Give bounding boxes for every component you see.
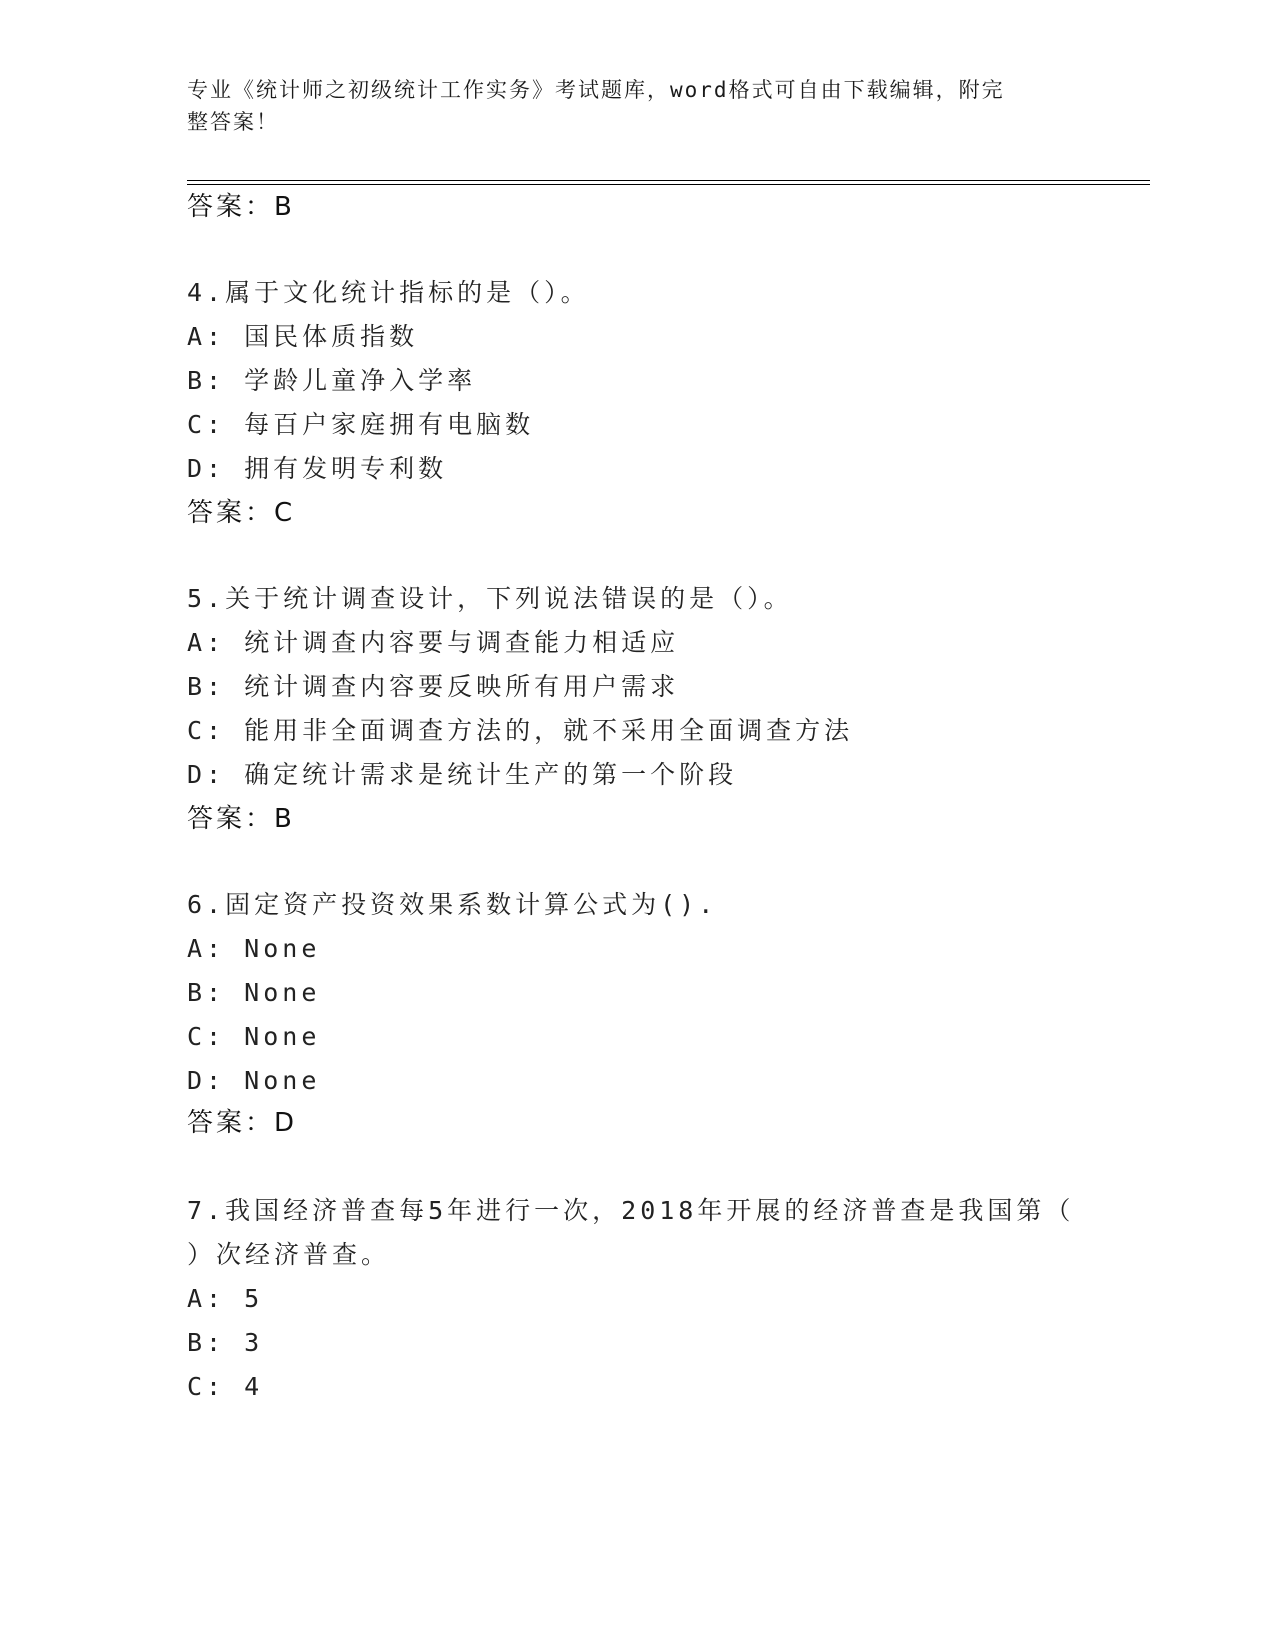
- question-5-option-b: B: 统计调查内容要反映所有用户需求: [187, 672, 680, 701]
- question-5-option-a: A: 统计调查内容要与调查能力相适应: [187, 628, 680, 657]
- header-line-2: 整答案！: [187, 110, 279, 134]
- question-5-option-c: C: 能用非全面调查方法的，就不采用全面调查方法: [187, 716, 854, 745]
- question-5-stem: 5.关于统计调查设计，下列说法错误的是（）。: [187, 584, 793, 613]
- question-7-option-a: A: 5: [187, 1284, 264, 1313]
- question-6-stem: 6.固定资产投资效果系数计算公式为().: [187, 890, 718, 919]
- question-4-option-a: A: 国民体质指数: [187, 322, 419, 351]
- question-7-option-c: C: 4: [187, 1372, 264, 1401]
- question-5-answer: 答案：B: [187, 804, 295, 834]
- question-4-answer: 答案：C: [187, 498, 296, 528]
- question-6-answer: 答案：D: [187, 1108, 298, 1138]
- question-7-stem-line-1: 7.我国经济普查每5年进行一次，2018年开展的经济普查是我国第（: [187, 1196, 1075, 1225]
- question-4-stem: 4.属于文化统计指标的是（）。: [187, 278, 590, 307]
- question-4-option-b: B: 学龄儿童净入学率: [187, 366, 477, 395]
- header-divider-bottom: [187, 184, 1150, 185]
- question-5-option-d: D: 确定统计需求是统计生产的第一个阶段: [187, 760, 738, 789]
- document-header-note: [187, 74, 1067, 138]
- question-7-stem-line-2: ）次经济普查。: [187, 1240, 391, 1269]
- header-divider-top: [187, 180, 1150, 181]
- question-6-option-c: C: None: [187, 1022, 321, 1051]
- header-line-1: 专业《统计师之初级统计工作实务》考试题库，word格式可自由下载编辑，附完: [187, 78, 1005, 102]
- question-6-option-a: A: None: [187, 934, 321, 963]
- question-6-option-d: D: None: [187, 1066, 321, 1095]
- question-6-option-b: B: None: [187, 978, 321, 1007]
- question-4-option-c: C: 每百户家庭拥有电脑数: [187, 410, 535, 439]
- question-4-option-d: D: 拥有发明专利数: [187, 454, 448, 483]
- answer-prev: 答案：B: [187, 192, 295, 222]
- question-7-option-b: B: 3: [187, 1328, 264, 1357]
